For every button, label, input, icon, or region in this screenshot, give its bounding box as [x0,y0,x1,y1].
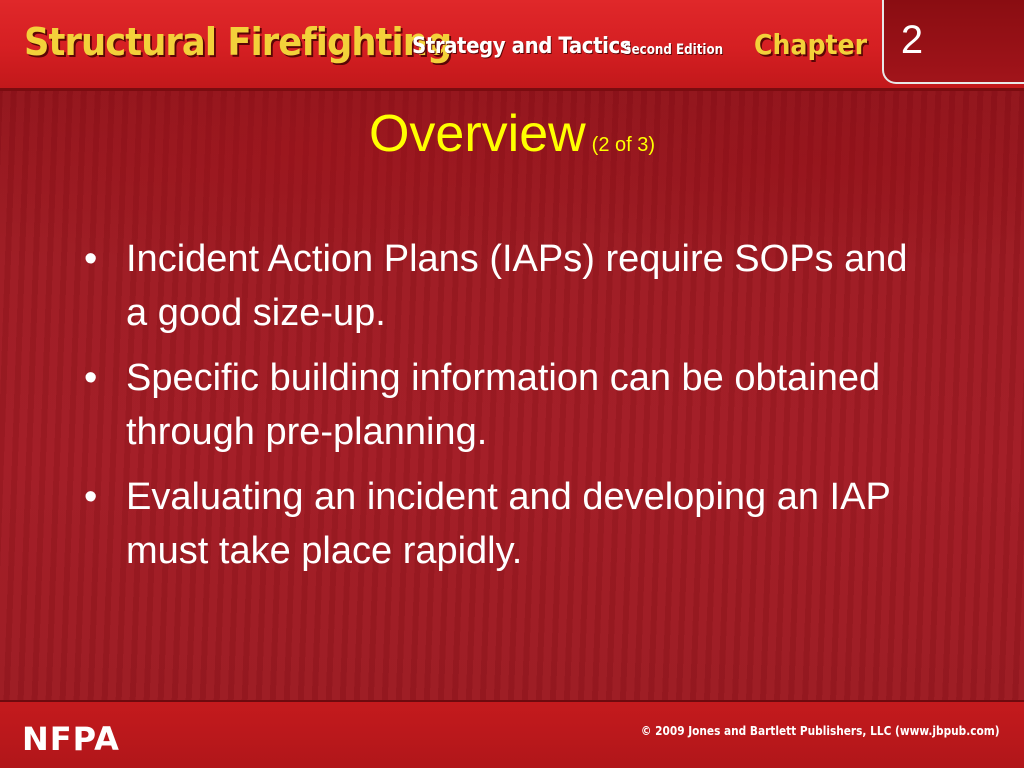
footer-bar [0,700,1024,768]
slide-part-indicator: (2 of 3) [591,134,656,156]
bullet-text: Evaluating an incident and developing an IAP must take place rapidly. [126,476,891,572]
bullet-item [84,232,914,340]
bullet-list [84,232,914,589]
header-banner [0,0,1024,91]
bullet-icon: • [84,476,98,518]
bullet-text: Specific building information can be obtained through pre-planning. [126,357,881,453]
chapter-number: 2 [900,18,924,62]
copyright-notice: © 2009 Jones and Bartlett Publishers, LLC (www.jbpub.com) [641,724,1000,738]
nfpa-logo: NFPA [22,720,120,758]
bullet-icon: • [84,238,98,280]
book-subtitle: Strategy and Tactics [412,34,632,59]
chapter-label: Chapter [754,28,868,61]
bullet-text: Incident Action Plans (IAPs) require SOPs and a good size-up. [126,238,908,334]
bullet-item [84,470,914,578]
book-edition: Second Edition [623,42,724,58]
slide-title: Overview [368,105,586,163]
bullet-icon: • [84,357,98,399]
bullet-item [84,351,914,459]
slide-heading [0,104,1024,164]
book-title: Structural Firefighting [24,20,452,64]
